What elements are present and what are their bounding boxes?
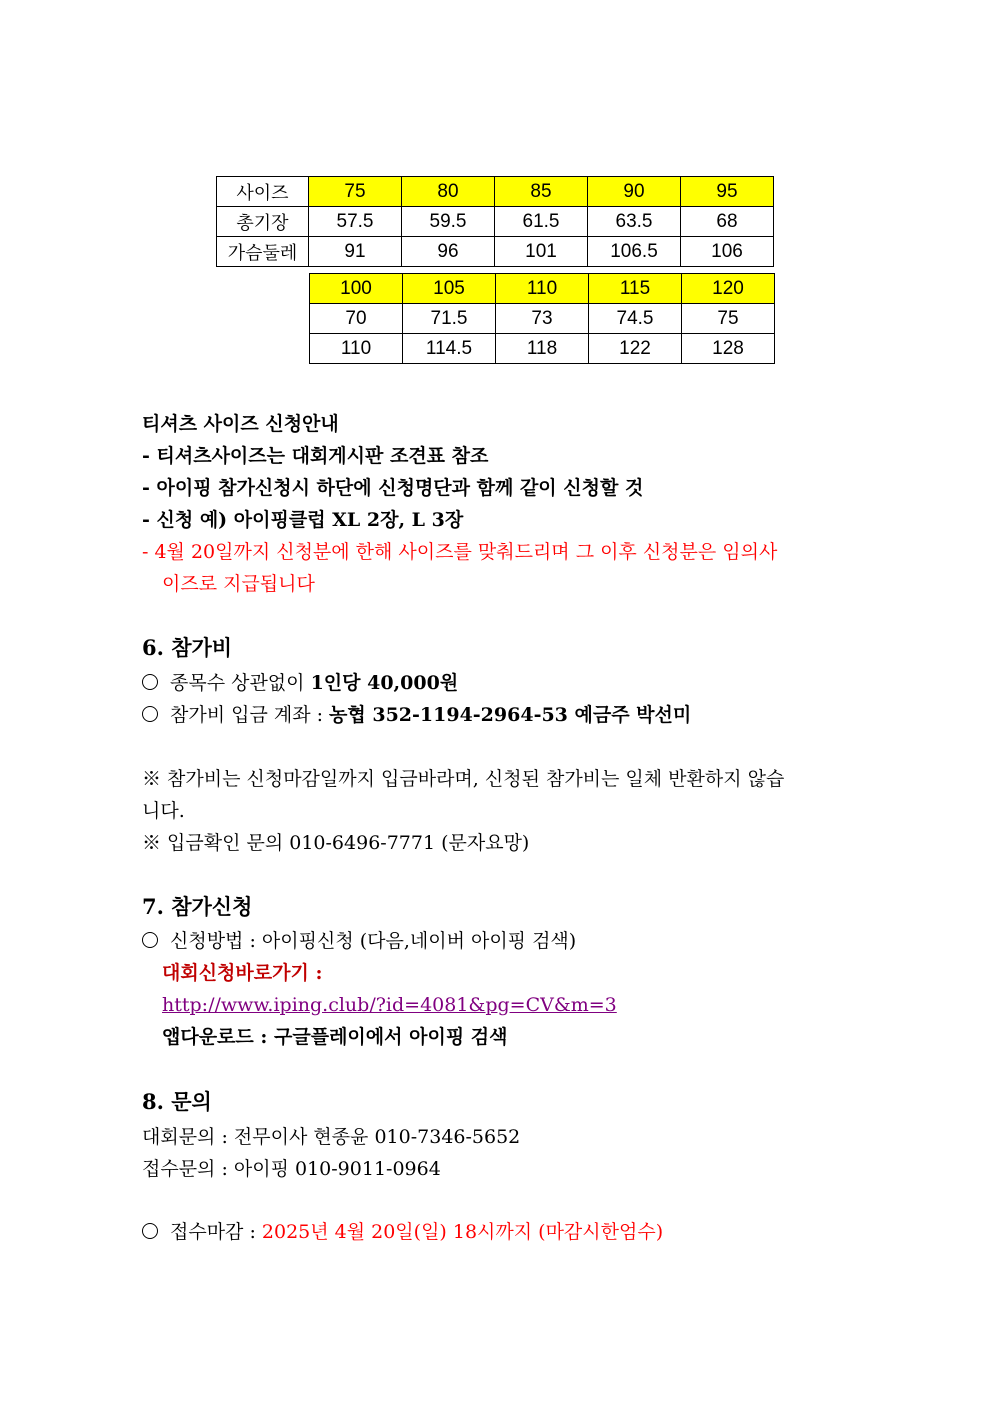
size-cell: 85 [495, 177, 588, 207]
size-cell: 75 [309, 177, 402, 207]
tshirt-notice: - 4월 20일까지 신청분에 한해 사이즈를 맞춰드리며 그 이후 신청분은 임의사 [142, 541, 778, 563]
tshirt-title: 티셔츠 사이즈 신청안내 [142, 413, 339, 435]
length-cell: 73 [496, 304, 589, 334]
length-cell: 70 [310, 304, 403, 334]
fee-account-label: 참가비 입금 계좌 : [170, 704, 330, 726]
tshirt-item: - 티셔츠사이즈는 대회게시판 조견표 참조 [142, 445, 489, 467]
length-cell: 68 [681, 207, 774, 237]
length-cell: 57.5 [309, 207, 402, 237]
fee-heading: 6. 참가비 [142, 635, 233, 660]
circle-bullet-icon [142, 674, 158, 690]
length-label: 총기장 [217, 207, 309, 237]
fee-account-value: 농협 352-1194-2964-53 예금주 박선미 [329, 704, 692, 726]
contact-heading: 8. 문의 [142, 1089, 212, 1114]
tshirt-item: - 아이핑 참가신청시 하단에 신청명단과 함께 같이 신청할 것 [142, 477, 644, 499]
contact-line: 대회문의 : 전무이사 현종윤 010-7346-5652 [142, 1126, 521, 1148]
fee-row [142, 667, 458, 699]
contact-line: 접수문의 : 아이핑 010-9011-0964 [142, 1158, 441, 1180]
size-cell: 105 [403, 274, 496, 304]
deadline-value: 2025년 4월 20일(일) 18시까지 (마감시한엄수) [261, 1221, 664, 1243]
fee-row-text: 종목수 상관없이 [170, 672, 311, 694]
chest-label: 가슴둘레 [217, 237, 309, 267]
size-cell: 120 [682, 274, 775, 304]
size-cell: 80 [402, 177, 495, 207]
apply-shortcut-label: 대회신청바로가기 : [162, 962, 323, 984]
chest-cell: 118 [496, 334, 589, 364]
apply-link[interactable]: http://www.iping.club/?id=4081&pg=CV&m=3 [162, 994, 617, 1016]
app-download: 앱다운로드 : 구글플레이에서 아이핑 검색 [162, 1026, 508, 1048]
size-cell: 100 [310, 274, 403, 304]
apply-heading: 7. 참가신청 [142, 894, 253, 919]
chest-cell: 101 [495, 237, 588, 267]
tshirt-item: - 신청 예) 아이핑클럽 XL 2장, L 3장 [142, 509, 464, 531]
size-table-2 [309, 273, 775, 364]
chest-cell: 96 [402, 237, 495, 267]
size-cell: 115 [589, 274, 682, 304]
circle-bullet-icon [142, 1223, 158, 1239]
length-cell: 59.5 [402, 207, 495, 237]
deadline-row [142, 1216, 663, 1248]
chest-cell: 106.5 [588, 237, 681, 267]
chest-cell: 106 [681, 237, 774, 267]
length-cell: 75 [682, 304, 775, 334]
size-cell: 95 [681, 177, 774, 207]
fee-amount: 1인당 40,000원 [310, 672, 459, 694]
chest-cell: 128 [682, 334, 775, 364]
size-table-1 [216, 176, 774, 267]
length-cell: 61.5 [495, 207, 588, 237]
size-cell: 90 [588, 177, 681, 207]
fee-note: ※ 참가비는 신청마감일까지 입금바라며, 신청된 참가비는 일체 반환하지 않습 [142, 768, 785, 790]
circle-bullet-icon [142, 706, 158, 722]
chest-cell: 122 [589, 334, 682, 364]
size-label: 사이즈 [217, 177, 309, 207]
size-cell: 110 [496, 274, 589, 304]
length-cell: 63.5 [588, 207, 681, 237]
fee-contact-note: ※ 입금확인 문의 010-6496-7771 (문자요망) [142, 832, 530, 854]
circle-bullet-icon [142, 932, 158, 948]
length-cell: 74.5 [589, 304, 682, 334]
apply-method-row [142, 925, 576, 957]
length-cell: 71.5 [403, 304, 496, 334]
apply-method: 신청방법 : 아이핑신청 (다음,네이버 아이핑 검색) [170, 930, 577, 952]
chest-cell: 91 [309, 237, 402, 267]
chest-cell: 110 [310, 334, 403, 364]
tshirt-notice-cont: 이즈로 지급됩니다 [162, 573, 315, 595]
fee-account-row [142, 699, 691, 731]
deadline-label: 접수마감 : [170, 1221, 262, 1243]
chest-cell: 114.5 [403, 334, 496, 364]
fee-note-cont: 니다. [142, 800, 185, 822]
